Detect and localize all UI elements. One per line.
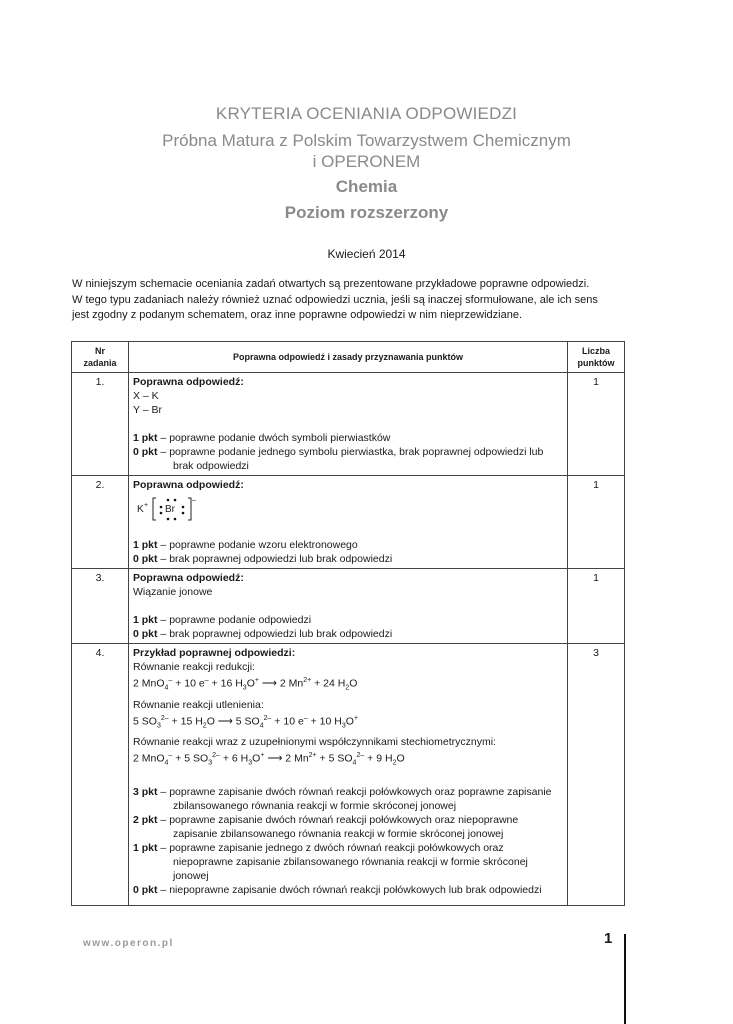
- criterion: [133, 613, 563, 627]
- answer-line: X – K: [133, 390, 159, 402]
- criterion-text: – brak poprawnej odpowiedzi lub brak odpowiedzi: [157, 628, 393, 640]
- answer-line: Wiązanie jonowe: [133, 586, 213, 598]
- criterion: [133, 785, 563, 813]
- table-row: [72, 476, 625, 569]
- criterion-points: 0 pkt: [133, 628, 158, 640]
- criteria-table: [71, 341, 625, 906]
- equation-label: Równanie reakcji utlenienia:: [133, 698, 264, 711]
- page-edge-rule: [624, 934, 626, 1024]
- exam-date: Kwiecień 2014: [327, 247, 406, 261]
- criterion: [133, 883, 563, 897]
- criterion-points: 0 pkt: [133, 883, 158, 896]
- lewis-cation: K: [137, 504, 144, 515]
- criterion-text: – poprawne zapisanie dwóch równań reakcji połówkowych oraz niepoprawne zapisanie zbilansowanego równania reakcji w formie skróconej jonowej: [157, 813, 519, 840]
- level-title: Poziom rozszerzony: [284, 203, 449, 222]
- task-number: 4.: [72, 644, 129, 906]
- answer-heading: Poprawna odpowiedź:: [133, 572, 244, 584]
- oxidation-equation: 5 $SO_3^{2-} + 15$ $H_2O$ ⟶ 5 $SO_4^{2-} + 10$ e– + 10 $H_3O^+$: [133, 714, 359, 730]
- answer-heading: Poprawna odpowiedź:: [133, 479, 244, 491]
- lewis-structure: [133, 494, 203, 524]
- answer-heading: Poprawna odpowiedź:: [133, 376, 244, 388]
- intro-line: W tego typu zadaniach należy również uznać odpowiedzi ucznia, jeśli są inaczej sformułowane, ale ich sens: [72, 293, 598, 306]
- page-number: 1: [604, 930, 613, 947]
- lewis-anion-charge: –: [192, 497, 196, 504]
- reduction-equation: 2 MnO$_4$– + 10 e– + 16 $H_3O^+$ ⟶ 2 $Mn^{2+} + 24$ $H_2O$: [133, 677, 358, 692]
- criterion: [133, 445, 563, 473]
- points-value: 3: [568, 644, 625, 906]
- criterion: [133, 552, 563, 566]
- doc-subtitle: Próbna Matura z Polskim Towarzystwem Chemicznym: [162, 131, 571, 150]
- col-header-points-line1: Liczba: [581, 346, 610, 356]
- criterion-text: – poprawne zapisanie jednego z dwóch równań reakcji połówkowych oraz niepoprawne zapisanie zbilansowanego równania reakcji w formie skróconej jonowej: [157, 841, 528, 882]
- answer-cell: [129, 644, 568, 906]
- intro-line: jest zgodny z podanym schematem, oraz inne poprawne odpowiedzi w nim nieprzewidziane.: [72, 309, 523, 321]
- col-header-nr-line1: Nr: [94, 346, 105, 356]
- col-header-answer: Poprawna odpowiedź i zasady przyznawania punktów: [129, 342, 568, 373]
- criterion-text: – poprawne podanie wzoru elektronowego: [157, 539, 358, 551]
- criterion-points: 2 pkt: [133, 813, 158, 826]
- equation-label: Równanie reakcji redukcji:: [133, 661, 255, 673]
- task-number: 1.: [72, 373, 129, 476]
- doc-subtitle-2: i OPERONEM: [312, 152, 421, 171]
- points-value: 1: [568, 569, 625, 644]
- criterion: [133, 431, 563, 445]
- criterion-points: 1 pkt: [133, 614, 158, 626]
- task-number: 2.: [72, 476, 129, 569]
- criterion-points: 1 pkt: [133, 432, 158, 444]
- table-header-row: [72, 342, 625, 373]
- criterion-text: – poprawne podanie odpowiedzi: [157, 614, 312, 626]
- table-row: [72, 373, 625, 476]
- full-equation: 2 MnO$_4$– + 5 $SO_3^{2-} + 6$ $H_3O^+$ ⟶ 2 $Mn^{2+} + 5$ $SO_4^{2-} + 9$ $H_2O$: [133, 752, 405, 767]
- criterion-text: – poprawne podanie dwóch symboli pierwiastków: [157, 432, 391, 444]
- intro-paragraph: [72, 277, 632, 324]
- criterion-points: 1 pkt: [133, 539, 158, 551]
- answer-cell: [129, 569, 568, 644]
- lewis-anion: Br: [165, 504, 175, 515]
- criterion: [133, 538, 563, 552]
- lewis-cation-charge: +: [144, 502, 149, 509]
- equation-label: Równanie reakcji wraz z uzupełnionymi współczynnikami stechiometrycznymi:: [133, 736, 496, 749]
- task-number: 3.: [72, 569, 129, 644]
- criterion-points: 0 pkt: [133, 446, 158, 458]
- subject-title: Chemia: [335, 177, 398, 196]
- points-value: 1: [568, 476, 625, 569]
- col-header-points: [568, 342, 625, 373]
- criterion-text: – poprawne podanie jednego symbolu pierwiastka, brak poprawnej odpowiedzi lub brak odpowiedzi: [157, 446, 544, 472]
- doc-title: KRYTERIA OCENIANIA ODPOWIEDZI: [215, 104, 518, 123]
- criterion: [133, 627, 563, 641]
- criterion-points: 1 pkt: [133, 841, 158, 854]
- criterion: [133, 841, 563, 883]
- criterion-points: 3 pkt: [133, 785, 158, 798]
- intro-line: W niniejszym schemacie oceniania zadań otwartych są prezentowane przykładowe poprawne odpowiedzi.: [72, 278, 590, 290]
- col-header-nr: [72, 342, 129, 373]
- answer-cell: [129, 373, 568, 476]
- answer-line: Y – Br: [133, 404, 162, 416]
- criterion-text: – poprawne zapisanie dwóch równań reakcji połówkowych oraz poprawne zapisanie zbilansowanego równania reakcji w formie skróconej jonowej: [157, 785, 552, 812]
- answer-cell: [129, 476, 568, 569]
- col-header-nr-line2: zadania: [83, 358, 117, 368]
- criterion: [133, 813, 563, 841]
- points-value: 1: [568, 373, 625, 476]
- col-header-points-line2: punktów: [577, 358, 615, 368]
- footer-url: www.operon.pl: [83, 938, 174, 949]
- criterion-points: 0 pkt: [133, 553, 158, 565]
- criterion-text: – niepoprawne zapisanie dwóch równań reakcji połówkowych lub brak odpowiedzi: [157, 883, 542, 896]
- criterion-text: – brak poprawnej odpowiedzi lub brak odpowiedzi: [157, 553, 393, 565]
- answer-heading: Przykład poprawnej odpowiedzi:: [133, 647, 296, 659]
- table-row: [72, 644, 625, 906]
- table-row: [72, 569, 625, 644]
